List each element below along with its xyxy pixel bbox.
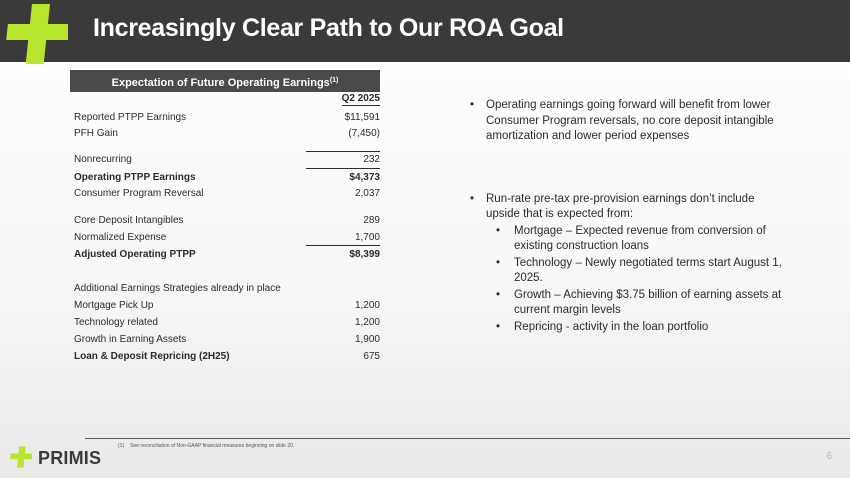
table-row — [74, 350, 380, 364]
bullet-item: • Operating earnings going forward will benefit from lower Consumer Program reversals, no core deposit intangible amortization and lower period expenses — [468, 98, 788, 145]
table-row — [74, 153, 380, 167]
footnote-number: (1) — [118, 443, 125, 449]
table-row — [74, 187, 380, 201]
row-value: 675 — [363, 351, 380, 362]
row-value: $11,591 — [344, 112, 380, 123]
subtotal-rule — [306, 245, 380, 246]
footnote — [118, 443, 294, 449]
table-row — [74, 316, 380, 330]
row-label: Additional Earnings Strategies already in place — [74, 283, 281, 294]
bullet-item: • Run-rate pre-tax pre-provision earnings don’t include upside that is expected from: — [468, 192, 788, 223]
row-value: 289 — [363, 215, 380, 226]
sub-bullet-item: • Mortgage – Expected revenue from conversion of existing construction loans — [468, 224, 788, 255]
row-label: Reported PTPP Earnings — [74, 112, 187, 123]
subtotal-rule — [306, 168, 380, 169]
row-value: 1,200 — [354, 300, 380, 311]
footer-divider — [85, 438, 850, 439]
bullet-list — [468, 98, 788, 336]
table-row — [74, 111, 380, 125]
row-value: 232 — [363, 154, 380, 165]
row-value: 1,900 — [354, 334, 380, 345]
table-title — [70, 70, 380, 92]
table-title-text: Expectation of Future Operating Earnings — [111, 77, 330, 89]
row-label: Operating PTPP Earnings — [74, 172, 196, 183]
brand-logo-text: PRIMIS — [38, 448, 102, 468]
table-row — [74, 299, 380, 313]
row-label: Consumer Program Reversal — [74, 188, 204, 199]
row-label: Normalized Expense — [74, 232, 167, 243]
row-label: Growth in Earning Assets — [74, 334, 187, 345]
row-value: $8,399 — [349, 249, 380, 260]
row-value: 1,200 — [354, 317, 380, 328]
footnote-text: See reconciliation of Non-GAAP financial measures beginning on slide 20. — [130, 443, 295, 449]
table-row — [74, 282, 380, 296]
row-value: $4,373 — [349, 172, 380, 183]
table-row — [74, 248, 380, 262]
primis-cross-icon — [10, 446, 32, 468]
row-label: Technology related — [74, 317, 158, 328]
row-label: PFH Gain — [74, 128, 118, 139]
row-value: (7,450) — [348, 128, 380, 139]
table-row — [74, 171, 380, 185]
row-value: 2,037 — [354, 188, 380, 199]
table-row — [74, 127, 380, 141]
row-label: Mortgage Pick Up — [74, 300, 154, 311]
row-value: 1,700 — [354, 232, 380, 243]
table-row — [74, 214, 380, 228]
page-title: Increasingly Clear Path to Our ROA Goal — [93, 14, 564, 42]
sub-bullet-item: • Repricing - activity in the loan portfolio — [468, 320, 788, 336]
bullet-spacer — [468, 145, 788, 192]
header-bar — [0, 0, 850, 62]
row-label: Nonrecurring — [74, 154, 132, 165]
sub-bullet-item: • Technology – Newly negotiated terms start August 1, 2025. — [468, 256, 788, 287]
earnings-table — [70, 70, 380, 362]
primis-cross-icon — [6, 4, 68, 64]
page-number: 6 — [826, 451, 832, 462]
table-row — [74, 231, 380, 245]
sub-bullet-item: • Growth – Achieving $3.75 billion of earning assets at current margin levels — [468, 288, 788, 319]
row-label: Core Deposit Intangibles — [74, 215, 184, 226]
row-label: Loan & Deposit Repricing (2H25) — [74, 351, 230, 362]
row-label: Adjusted Operating PTPP — [74, 249, 196, 260]
sub-bullet-list — [468, 224, 788, 336]
column-header-q2-2025: Q2 2025 — [341, 93, 380, 104]
subtotal-rule — [306, 151, 380, 152]
table-title-footnote: (1) — [329, 77, 339, 84]
table-row — [74, 333, 380, 347]
